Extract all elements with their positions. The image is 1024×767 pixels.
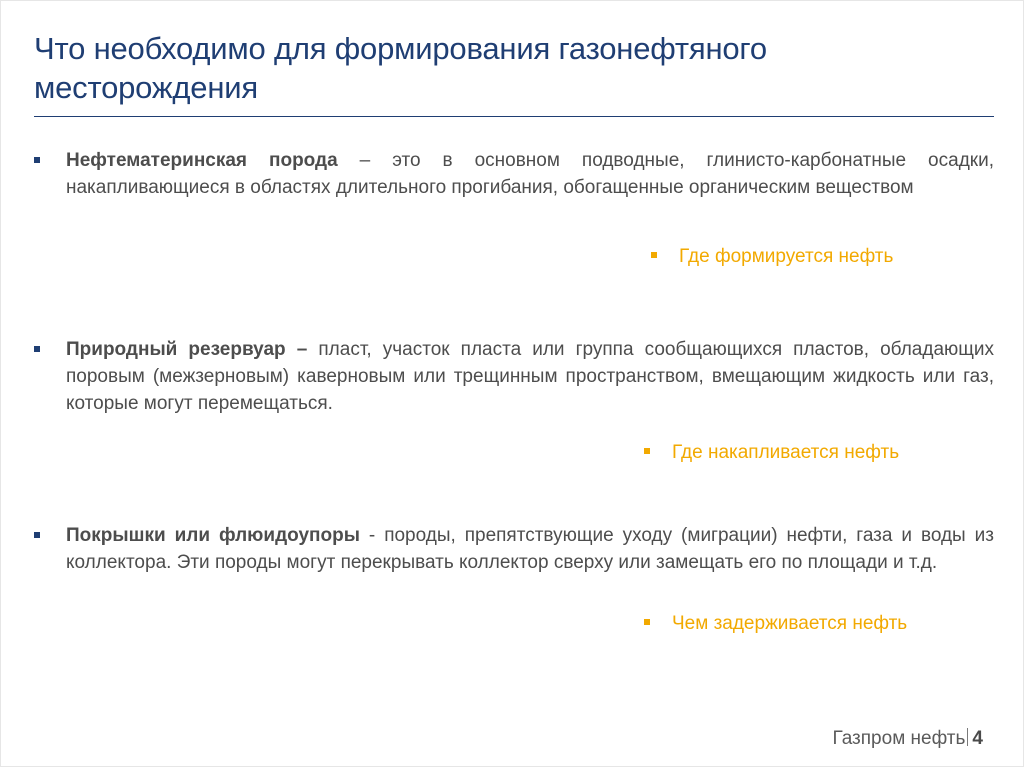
sub-bullet-label: Где формируется нефть [679, 246, 894, 267]
bullet-description: породы, препятствующие уходу (миграции) нефти, газа и воды из коллектора. Эти породы могут перекрывать коллектор сверху или замещать его по площади и т.д. [66, 525, 994, 573]
orange-square-bullet-icon [651, 252, 657, 258]
bullet-term: Нефтематеринская порода [66, 150, 338, 171]
slide-title: Что необходимо для формирования газонефтяного месторождения [34, 31, 767, 105]
square-bullet-icon [34, 157, 40, 163]
bullet-separator [307, 339, 318, 360]
title-divider [34, 116, 994, 117]
bullet-description: это в основном подводные, глинисто-карбонатные осадки, накапливающиеся в областях длительного прогибания, обогащенные органическим веществом [66, 150, 994, 198]
footer-brand: Газпром нефть [832, 728, 966, 749]
page-number: 4 [972, 728, 983, 749]
slide-footer [832, 728, 983, 750]
bullet-caprocks [34, 522, 994, 576]
bullet-text [66, 147, 994, 201]
sub-bullet-where-oil-forms [651, 245, 893, 269]
sub-bullet-where-oil-accumulates [644, 441, 899, 465]
bullet-text [66, 336, 994, 417]
bullet-natural-reservoir [34, 336, 994, 417]
orange-square-bullet-icon [644, 448, 650, 454]
bullet-term: Покрышки или флюидоупоры [66, 525, 360, 546]
bullet-text [66, 522, 994, 576]
square-bullet-icon [34, 346, 40, 352]
bullet-term: Природный резервуар – [66, 339, 308, 360]
footer-divider [967, 728, 968, 746]
bullet-source-rock [34, 147, 994, 201]
sub-bullet-what-retains-oil [644, 612, 907, 636]
bullet-separator: - [359, 525, 385, 546]
bullet-description: пласт, участок пласта или группа сообщающихся пластов, обладающих поровым (межзерновым) каверновым или трещинным пространством, вмещающим жидкость или газ, которые могут перемещаться. [66, 339, 995, 414]
orange-square-bullet-icon [644, 619, 650, 625]
square-bullet-icon [34, 532, 40, 538]
sub-bullet-label: Чем задерживается нефть [672, 613, 908, 634]
bullet-separator: – [337, 150, 393, 171]
sub-bullet-label: Где накапливается нефть [672, 442, 900, 463]
